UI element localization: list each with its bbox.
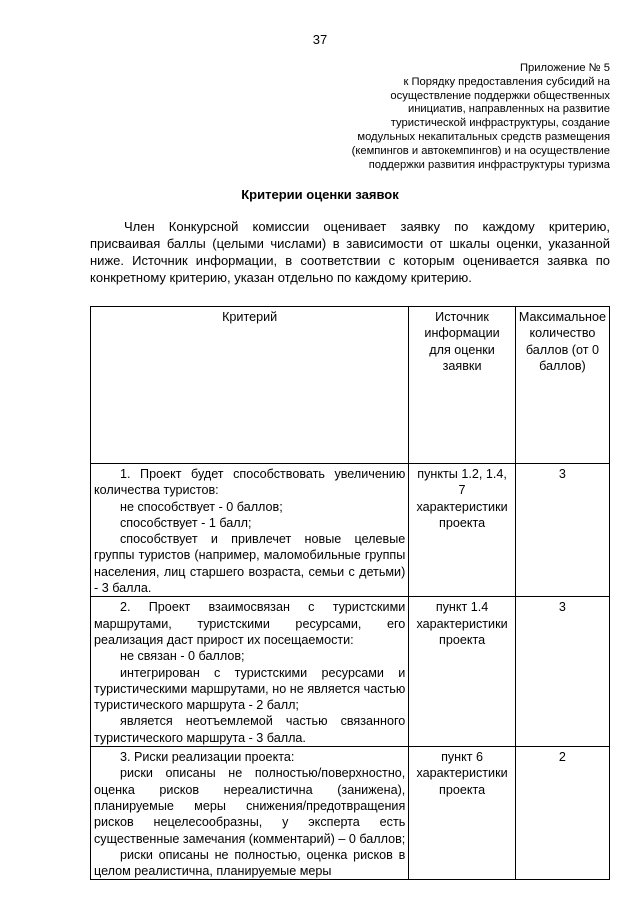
- source-cell: пункт 1.4 характеристики проекта: [409, 597, 516, 747]
- header-source: Источник информации для оценки заявки: [409, 307, 516, 464]
- criterion-option: риски описаны не полностью, оценка рисков в целом реалистична, планируемые меры: [94, 847, 406, 879]
- appendix-line: осуществление поддержки общественных: [390, 89, 610, 102]
- criterion-option: риски описаны не полностью/поверхностно, оценка рисков нереалистична (занижена), планируемые меры снижения/предотвращения рисков нецелесообразны, у эксперта есть существенные замечания (комментарий) – 0 баллов;: [94, 766, 406, 846]
- criterion-title: 1. Проект будет способствовать увеличению количества туристов:: [94, 467, 406, 498]
- header-criterion: Критерий: [91, 307, 409, 464]
- criterion-title: 3. Риски реализации проекта:: [120, 750, 295, 765]
- criterion-cell: [91, 597, 409, 747]
- max-score-cell: 3: [515, 597, 609, 747]
- intro-paragraph: [90, 218, 610, 286]
- criterion-option: не связан - 0 баллов;: [120, 649, 245, 664]
- appendix-line: модульных некапитальных средств размещения: [357, 130, 610, 143]
- appendix-line: (кемпингов и автокемпингов) и на осуществление: [351, 144, 610, 157]
- source-cell: пункт 6 характеристики проекта: [409, 747, 516, 880]
- page-number: 37: [312, 32, 328, 47]
- header-max-score: Максимальное количество баллов (от 0 баллов): [515, 307, 609, 464]
- document-title: Критерии оценки заявок: [241, 187, 399, 202]
- table-header-row: [91, 307, 610, 464]
- appendix-line: поддержки развития инфраструктуры туризма: [368, 158, 610, 171]
- max-score-cell: 2: [515, 747, 609, 880]
- appendix-line: Приложение № 5: [519, 62, 610, 74]
- appendix-header: [310, 62, 610, 172]
- appendix-line: к Порядку предоставления субсидий на: [403, 75, 610, 88]
- criterion-option: является неотъемлемой частью связанного туристического маршрута - 3 балла.: [94, 714, 406, 745]
- criterion-option: способствует и привлечет новые целевые группы туристов (например, маломобильные группы населения, лиц старшего возраста, семьи с детьми) - 3 балла.: [94, 532, 406, 596]
- criterion-option: интегрирован с туристскими ресурсами и туристическими маршрутами, но не является частью туристического маршрута - 2 балл;: [94, 665, 406, 713]
- criterion-cell: [91, 464, 409, 597]
- criterion-title: 2. Проект взаимосвязан с туристскими маршрутами, туристскими ресурсами, его реализация даст прирост их посещаемости:: [94, 600, 406, 647]
- table-row: [91, 747, 610, 880]
- criterion-option: способствует - 1 балл;: [120, 515, 252, 530]
- table-row: [91, 597, 610, 747]
- criteria-table: [90, 306, 610, 880]
- criterion-cell: [91, 747, 409, 880]
- criterion-option: не способствует - 0 баллов;: [120, 499, 283, 514]
- table-row: [91, 464, 610, 597]
- appendix-line: туристической инфраструктуры, создание: [390, 117, 610, 130]
- appendix-line: инициатив, направленных на развитие: [407, 103, 610, 116]
- max-score-cell: 3: [515, 464, 609, 597]
- intro-text: Член Конкурсной комиссии оценивает заявку по каждому критерию, присваивая баллы (целыми числами) в зависимости от шкалы оценки, указанной ниже. Источник информации, в соответствии с которым оценивается заявка по конкретному критерию, указан отдельно по каждому критерию.: [90, 219, 610, 285]
- source-cell: пункты 1.2, 1.4, 7 характеристики проекта: [409, 464, 516, 597]
